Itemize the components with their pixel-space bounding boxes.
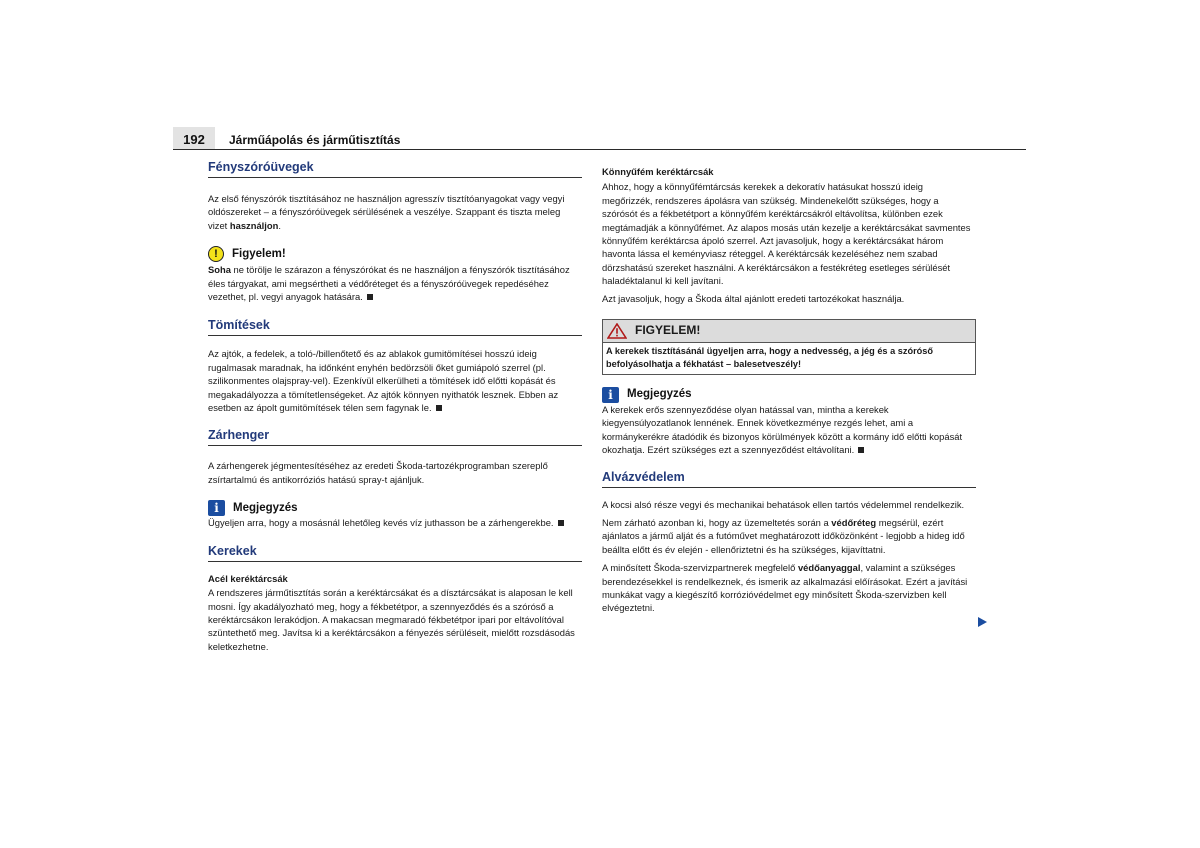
paragraph-tomitesek: Az ajtók, a fedelek, a toló-/billenőtető és az ablakok gumitömítései hosszú ideig rugalmasak maradnak, ha időnként enyhén bedörzsöli őket gumiápoló szerrel (pl. szilikonmentes olajspray-vel). Ezenkívül elkerülheti a tömítések idő előtti kopását és megakadályozza a tömítetlenségeket. Az ajtók könnyen nyithatók lesznek. Ebben az esetben az ápolt gumitömítések télen sem fagynak le. [208,348,559,414]
paragraph-note: A kerekek erős szennyeződése olyan hatással van, mintha a kerekek kiegyensúlyozatlanok lennének. Ennek következménye rezgés lehet, ami a kormánykerékre átadódik és bizonyos körülmények között a kormány idő előtti kopását okozhatja. Ezért szükséges ezt a szennyeződést eltávolítani. [602,403,963,456]
subheading-konnyufem: Könnyűfém keréktárcsák [602,166,714,177]
paragraph-tartozek: Azt javasoljuk, hogy a Škoda által ajánlott eredeti tartozékokat használja. [602,292,905,304]
running-title: Járműápolás és járműtisztítás [229,133,401,147]
paragraph-konnyufem: Ahhoz, hogy a könnyűfémtárcsás kerekek a dekoratív hatásukat hosszú ideig megőrizzék, rendszeres ápolásra van szükség. Mindenekelőtt szükséges, hogy a szórósót és a fékbetétport a könnyűfém keréktárcsákról eltávolítsa, különben ezek megtámadják a könnyűfémet. Az alapos mosás után kezelje a keréktárcsákat savmentes könnyűfém keréktárcsa ápoló szerrel. Azt javasoljuk, hogy a keréktárcsákat három havonta lássa el keményviasz réteggel. A keréktárcsák kezeléséhez nem szabad dörzshatású szereket használni. A keréktárcsákon a festékréteg esetleges sérülését haladéktalanul ki kell javítani. [602,181,971,287]
info-icon: i [208,500,225,516]
end-of-section-icon [558,520,564,526]
warning-box-title [603,320,975,343]
warning-text: A kerekek tisztításánál ügyeljen arra, hogy a nedvesség, a jég és a szóróső befolyásolhatja a fékhatást – balesetveszély! [606,346,933,370]
note-title: Megjegyzés [627,388,692,401]
warning-title: FIGYELEM! [635,323,701,338]
subheading-acel: Acél keréktárcsák [208,572,288,584]
section-heading-kerekek: Kerekek [208,544,582,562]
paragraph-note: Ügyeljen arra, hogy a mosásnál lehetőleg kevés víz juthasson be a zárhengerekbe. [208,516,582,529]
paragraph-zarhenger: A zárhengerek jégmentesítéséhez az eredeti Škoda-tartozékprogramban szereplő zsírtartalmú és antikorróziós hatású spray-t ajánljuk. [208,460,548,485]
paragraph-alvaz-3: A minősített Škoda-szervizpartnerek megfelelő védőanyaggal, valamint a szükséges berendezésekkel is rendelkeznek, és ismerik az alkalmazási előírásokat. Ezért a javítási munkákat vagy a kiegészítő korrózióvédelmet egy minősített Škoda-szervizben kell elvégeztetni. [602,562,968,614]
paragraph-alvaz-2: Nem zárható azonban ki, hogy az üzemeltetés során a védőréteg megsérül, ezért ajánlatos a jármű alját és a futóművet meghatározott időközönként - legjobb a hideg idő beállta előtt és év elején - ellenőriztetni és ha szükséges, kijavíttatni. [602,516,965,555]
end-of-section-icon [858,447,864,453]
note-heading [208,500,582,516]
info-icon: i [602,387,619,403]
left-column [208,160,582,653]
section-heading-fenyszoro: Fényszóróüvegek [208,160,582,178]
caution-title: Figyelem! [232,247,286,260]
paragraph-alvaz-1: A kocsi alsó része vegyi és mechanikai behatások ellen tartós védelemmel rendelkezik. [602,498,965,510]
note-title: Megjegyzés [233,501,298,514]
warning-triangle-icon [607,323,627,339]
section-heading-zarhenger: Zárhenger [208,428,582,446]
right-column [602,160,976,615]
warning-box [602,319,976,375]
page-header [173,127,1026,150]
paragraph-fenyszoro: Az első fényszórók tisztításához ne használjon agresszív tisztítóanyagokat vagy vegyi oldószereket – a fényszóróüvegek sérülésének a veszélye. Szappant és tiszta meleg vizet használjon. [208,193,565,231]
page-number: 192 [173,127,215,149]
note-heading [602,387,976,403]
paragraph-caution: Soha ne törölje le szárazon a fényszórókat és ne használjon a fényszórók tisztításához éles tárgyakat, ami megsértheti a védőréteget és a fényszóróüvegek repedéséhez vezethet, pl. vegyi anyagok hatására. [208,264,570,303]
end-of-section-icon [436,405,442,411]
paragraph-kerekek: A rendszeres járműtisztítás során a keréktárcsákat és a dísztárcsákat is alaposan le kell mosni. Így akadályozható meg, hogy a fékbetétpor, a szennyeződés és a szóróső a keréktárcsákon lerakódjon. A makacsan megmaradó fékbetétpor ipari por eltávolítóval szüntethető meg. Javítsa ki a keréktárcsákon a fényezés sérüléseit, mielőtt rozsdásodás keletkezhetne. [208,587,575,652]
continue-arrow-icon [978,617,987,627]
end-of-section-icon [367,294,373,300]
caution-heading [208,246,582,262]
section-heading-tomitesek: Tömítések [208,318,582,336]
section-heading-alvazvedelem: Alvázvédelem [602,470,976,488]
exclamation-icon: ! [208,246,224,262]
